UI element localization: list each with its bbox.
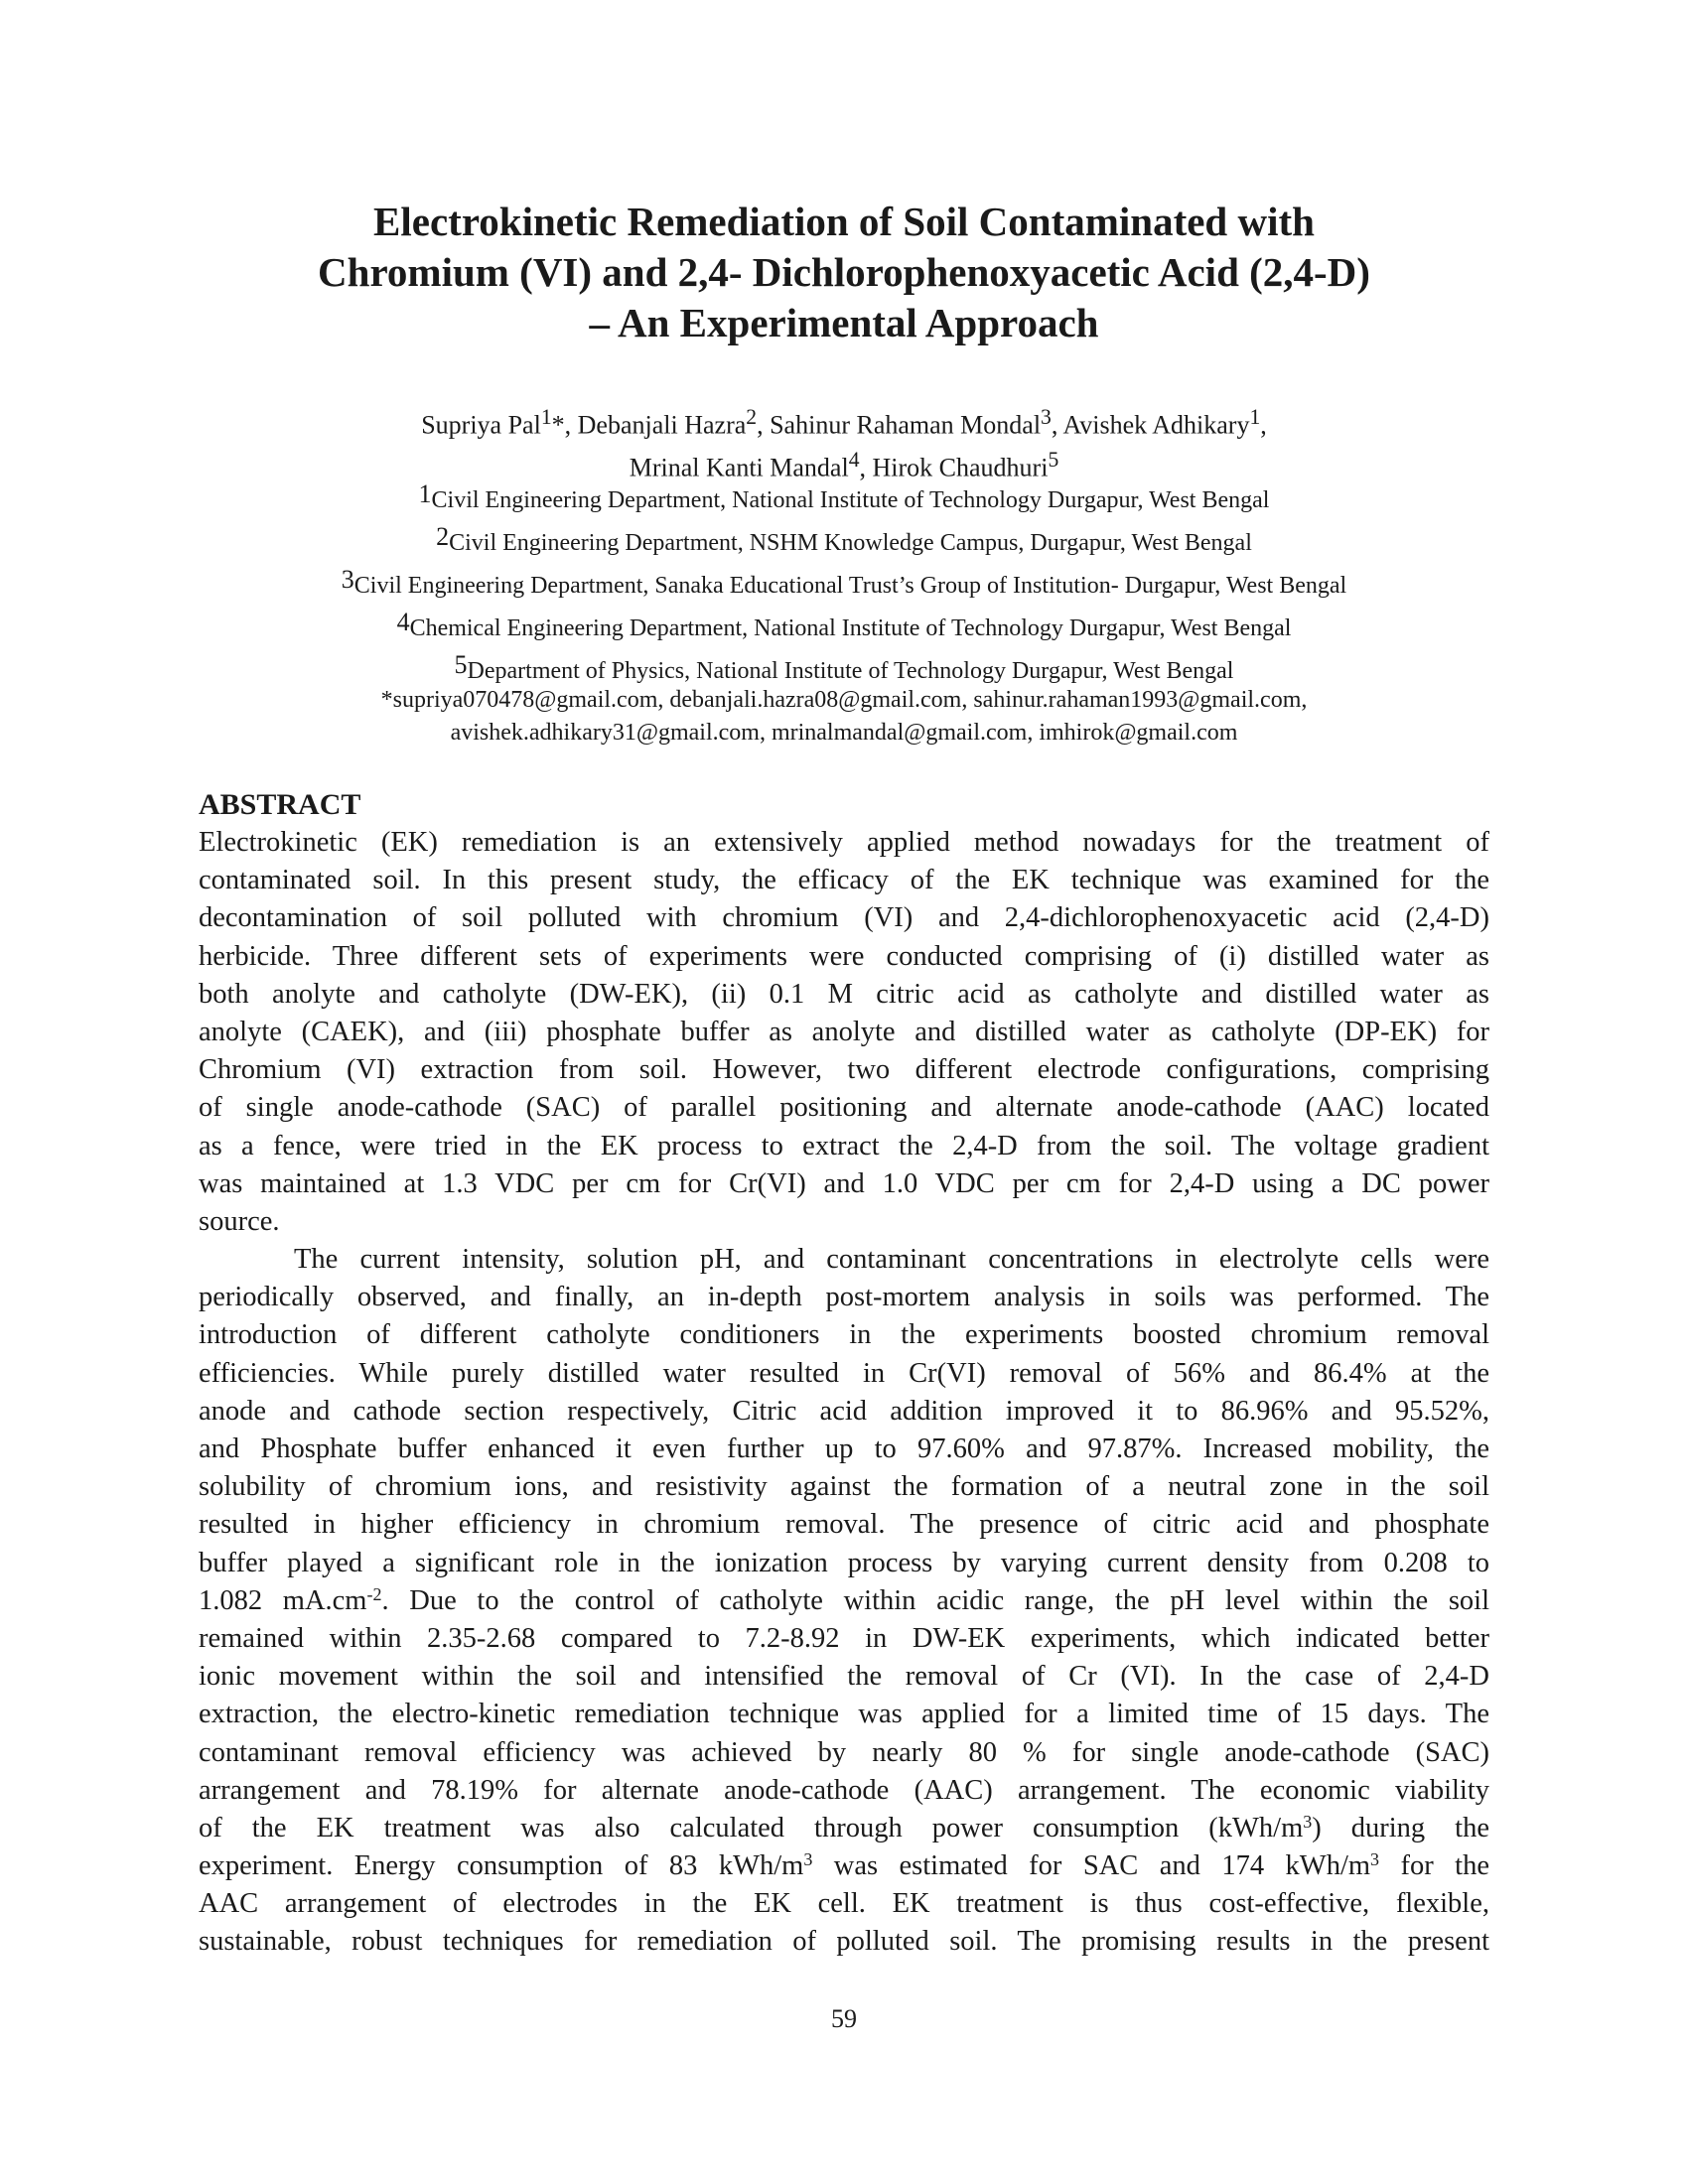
abstract-line: AAC arrangement of electrodes in the EK cell. EK treatment is thus cost-effective, flexible, <box>199 1888 1489 1920</box>
affiliation-text: Civil Engineering Department, Sanaka Educational Trust’s Group of Institution- Durgapur, West Bengal <box>353 573 1347 599</box>
abstract-line: source. <box>199 1205 280 1237</box>
author-separator: , <box>1051 410 1063 440</box>
paper-title <box>149 197 1539 348</box>
abstract-line: of single anode-cathode (SAC) of parallel positioning and alternate anode-cathode (AAC) located <box>199 1092 1489 1124</box>
abstract-line: introduction of different catholyte conditioners in the experiments boosted chromium removal <box>199 1319 1489 1351</box>
abstract-line: efficiencies. While purely distilled water resulted in Cr(VI) removal of 56% and 86.4% at the <box>199 1357 1489 1389</box>
abstract-line: extraction, the electro-kinetic remediation technique was applied for a limited time of 15 days. The <box>199 1699 1489 1730</box>
abstract-line: The current intensity, solution pH, and contaminant concentrations in electrolyte cells were <box>294 1244 1489 1276</box>
abstract-line: Chromium (VI) extraction from soil. However, two different electrode configurations, comprising <box>199 1054 1489 1086</box>
text-segment: 1.082 mA.cm <box>199 1584 367 1616</box>
superscript: -2 <box>366 1583 382 1604</box>
author-affiliation-mark: 2 <box>746 405 758 429</box>
abstract-line <box>199 1810 1489 1847</box>
abstract-line: herbicide. Three different sets of experiments were conducted comprising of (i) distilled water as <box>199 940 1489 972</box>
title-line-2: Chromium (VI) and 2,4- Dichlorophenoxyacetic Acid (2,4-D) <box>318 249 1370 295</box>
affiliation-text: Chemical Engineering Department, National Institute of Technology Durgapur, West Bengal <box>409 615 1292 641</box>
affiliation-text: Civil Engineering Department, NSHM Knowledge Campus, Durgapur, West Bengal <box>449 530 1252 556</box>
affiliation-item <box>149 643 1539 686</box>
affiliation-item <box>149 473 1539 515</box>
author-line-1 <box>149 400 1539 443</box>
text-segment: for the <box>1379 1850 1489 1882</box>
affiliation-text: Department of Physics, National Institute of Technology Durgapur, West Bengal <box>467 658 1234 684</box>
affiliation-number: 5 <box>454 650 468 679</box>
abstract-line: sustainable, robust techniques for remediation of polluted soil. The promising results in the present <box>199 1926 1489 1958</box>
affiliation-text: Civil Engineering Department, National Institute of Technology Durgapur, West Bengal <box>431 487 1270 513</box>
author-affiliation-mark: 1 <box>1249 405 1261 429</box>
abstract-line: decontamination of soil polluted with chromium (VI) and 2,4-dichlorophenoxyacetic acid (2,4-D) <box>199 902 1489 934</box>
author-affiliation-mark: 3 <box>1041 405 1052 429</box>
title-line-3: – An Experimental Approach <box>589 300 1099 345</box>
abstract-line <box>199 1847 1489 1885</box>
author-name: Supriya Pal <box>421 410 541 440</box>
text-segment: ) during the <box>1312 1812 1489 1843</box>
author-affiliation-mark: 1 <box>540 405 552 429</box>
affiliation-item <box>149 601 1539 643</box>
superscript: 3 <box>1303 1811 1313 1832</box>
affiliation-number: 4 <box>396 608 410 636</box>
email-line: avishek.adhikary31@gmail.com, mrinalmandal@gmail.com, imhirok@gmail.com <box>450 720 1238 746</box>
text-segment: of the EK treatment was also calculated through power consumption (kWh/m <box>199 1812 1304 1843</box>
abstract-line: anode and cathode section respectively, Citric acid addition improved it to 86.96% and 95.52%, <box>199 1395 1489 1427</box>
abstract-line <box>199 1582 1489 1620</box>
abstract-line: and Phosphate buffer enhanced it even further up to 97.60% and 97.87%. Increased mobility, the <box>199 1433 1489 1464</box>
abstract-line: contaminant removal efficiency was achieved by nearly 80 % for single anode-cathode (SAC) <box>199 1736 1489 1768</box>
abstract-line: resulted in higher efficiency in chromium removal. The presence of citric acid and phosphate <box>199 1509 1489 1541</box>
text-segment: . Due to the control of catholyte within acidic range, the pH level within the soil <box>381 1584 1489 1616</box>
author-emails <box>149 684 1539 750</box>
abstract-body <box>199 824 1489 1962</box>
affiliation-number: 2 <box>436 522 450 551</box>
affiliation-item <box>149 558 1539 601</box>
abstract-line: solubility of chromium ions, and resistivity against the formation of a neutral zone in the soil <box>199 1471 1489 1503</box>
author-name: Debanjali Hazra <box>577 410 747 440</box>
author-name: Sahinur Rahaman Mondal <box>770 410 1042 440</box>
abstract-line: both anolyte and catholyte (DW-EK), (ii) 0.1 M citric acid as catholyte and distilled water as <box>199 978 1489 1010</box>
abstract-line: contaminated soil. In this present study, the efficacy of the EK technique was examined for the <box>199 865 1489 896</box>
author-name: Avishek Adhikary <box>1062 410 1250 440</box>
author-affiliation-mark: 4 <box>848 447 860 472</box>
superscript: 3 <box>803 1849 813 1870</box>
superscript: 3 <box>1370 1849 1380 1870</box>
author-name: Mrinal Kanti Mandal <box>629 453 849 482</box>
affiliation-number: 3 <box>341 565 354 594</box>
affiliation-item <box>149 515 1539 558</box>
abstract-line: as a fence, were tried in the EK process to extract the 2,4-D from the soil. The voltage gradient <box>199 1130 1489 1161</box>
author-affiliation-mark: 5 <box>1048 447 1059 472</box>
abstract-line: remained within 2.35-2.68 compared to 7.2-8.92 in DW-EK experiments, which indicated better <box>199 1622 1489 1654</box>
author-separator: , <box>757 410 771 440</box>
author-separator: *, <box>551 410 578 440</box>
abstract-line: arrangement and 78.19% for alternate anode-cathode (AAC) arrangement. The economic viability <box>199 1774 1489 1806</box>
author-separator: , <box>1260 410 1267 440</box>
abstract-line: was maintained at 1.3 VDC per cm for Cr(VI) and 1.0 VDC per cm for 2,4-D using a DC power <box>199 1167 1489 1199</box>
page-number: 59 <box>831 2004 857 2033</box>
email-line: *supriya070478@gmail.com, debanjali.hazra08@gmail.com, sahinur.rahaman1993@gmail.com, <box>380 687 1308 713</box>
title-line-1: Electrokinetic Remediation of Soil Contaminated with <box>373 199 1315 244</box>
abstract-line: periodically observed, and finally, an in-depth post-mortem analysis in soils was performed. The <box>199 1282 1489 1313</box>
abstract-line: Electrokinetic (EK) remediation is an extensively applied method nowadays for the treatment of <box>199 827 1489 858</box>
affiliation-list <box>149 473 1539 686</box>
abstract-line: buffer played a significant role in the ionization process by varying current density from 0.208 to <box>199 1547 1489 1578</box>
author-separator: , <box>859 453 873 482</box>
author-name: Hirok Chaudhuri <box>872 453 1049 482</box>
text-segment: was estimated for SAC and 174 kWh/m <box>812 1850 1371 1882</box>
affiliation-number: 1 <box>418 479 432 508</box>
abstract-line: anolyte (CAEK), and (iii) phosphate buffer as anolyte and distilled water as catholyte (DP-EK) for <box>199 1016 1489 1047</box>
text-segment: experiment. Energy consumption of 83 kWh/m <box>199 1850 804 1882</box>
abstract-line: ionic movement within the soil and intensified the removal of Cr (VI). In the case of 2,4-D <box>199 1661 1489 1693</box>
abstract-heading: ABSTRACT <box>199 788 361 821</box>
